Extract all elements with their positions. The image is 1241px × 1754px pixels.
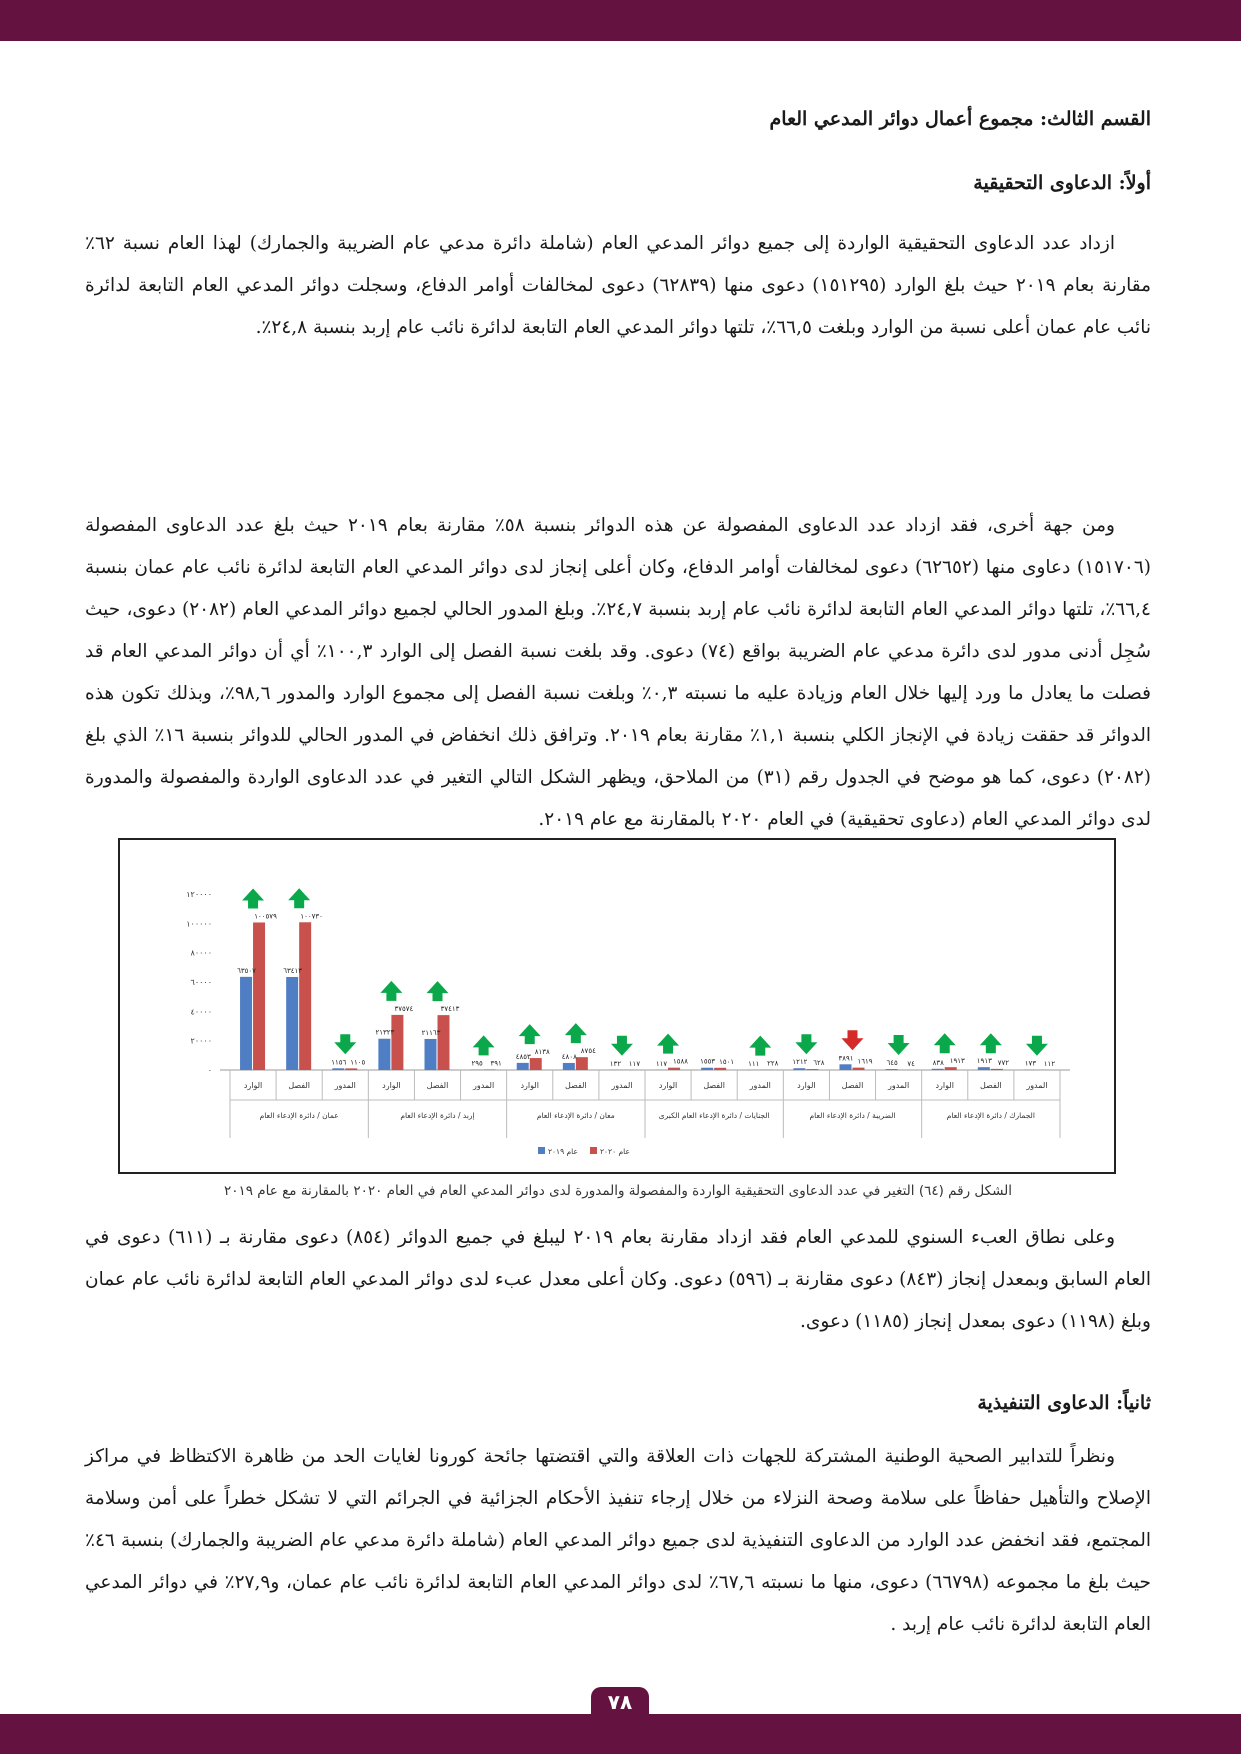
bar-2020 bbox=[576, 1057, 588, 1070]
bar-2020 bbox=[253, 922, 265, 1070]
heading-executive-cases: ثانياً: الدعاوى التنفيذية bbox=[977, 1392, 1151, 1414]
up-arrow-icon bbox=[749, 1036, 771, 1056]
up-arrow-icon bbox=[565, 1023, 587, 1043]
bar-2019 bbox=[978, 1067, 990, 1070]
chart-frame bbox=[118, 838, 1116, 1174]
data-label-2019: ١٢١٢ bbox=[792, 1058, 808, 1067]
group-label: معان / دائرة الإدعاء العام bbox=[536, 1111, 615, 1120]
up-arrow-icon bbox=[473, 1035, 495, 1055]
down-arrow-icon bbox=[795, 1034, 817, 1054]
bar-2019 bbox=[563, 1063, 575, 1070]
x-tick-label: المدور bbox=[611, 1081, 633, 1090]
data-label-2020: ٦٢٨ bbox=[813, 1059, 825, 1068]
bar-2020 bbox=[668, 1068, 680, 1070]
data-label-2019: ٦٤٥ bbox=[886, 1059, 898, 1068]
data-label-2020: ٨٧٥٤ bbox=[580, 1047, 596, 1056]
group-label: الجنايات / دائرة الإدعاء العام الكبرى bbox=[658, 1111, 770, 1120]
data-label-2020: ١٥٨٨ bbox=[673, 1057, 689, 1066]
data-label-2020: ١١٠٥ bbox=[350, 1058, 366, 1067]
up-arrow-icon bbox=[380, 981, 402, 1001]
bar-2020 bbox=[991, 1069, 1003, 1070]
up-arrow-icon bbox=[980, 1033, 1002, 1053]
bar-2020 bbox=[438, 1015, 450, 1070]
bar-2020 bbox=[484, 1069, 496, 1070]
data-label-2019: ١١١ bbox=[748, 1059, 760, 1068]
group-label: عمان / دائرة الإدعاء العام bbox=[259, 1111, 339, 1120]
x-tick-label: الفصل bbox=[426, 1081, 449, 1090]
x-tick-label: الفصل bbox=[564, 1081, 587, 1090]
x-tick-label: الوارد bbox=[382, 1081, 401, 1090]
paragraph-incoming: ازداد عدد الدعاوى التحقيقية الواردة إلى جميع دوائر المدعي العام (شاملة دائرة مدعي عام الضريبة والجمارك) لهذا العام نسبة ٦٢٪ مقارنة بعام ٢٠١٩ حيث بلغ الوارد (١٥١٢٩٥) دعوى منها (٦٢٨٣٩) دعوى لمخالفات أوامر الدفاع، وسجلت دوائر المدعي العام التابعة لدائرة نائب عام عمان أعلى نسبة من الوارد وبلغت ٦٦,٥٪، تلتها دوائر المدعي العام التابعة لدائرة نائب عام إربد بنسبة ٢٤,٨٪. bbox=[85, 233, 1151, 338]
data-label-2020: ٣٧٥٧٤ bbox=[394, 1004, 414, 1013]
figure-caption: الشكل رقم (٦٤) التغير في عدد الدعاوى التحقيقية الواردة والمفصولة والمدورة لدى دوائر المدعي العام في العام ٢٠٢٠ بالمقارنة مع عام ٢٠١٩ bbox=[223, 1183, 1013, 1199]
x-tick-label: الوارد bbox=[935, 1081, 954, 1090]
y-tick-label: ٠ bbox=[207, 1066, 212, 1075]
page-number: ٧٨ bbox=[591, 1687, 649, 1715]
legend-swatch-2020 bbox=[590, 1147, 597, 1154]
up-arrow-icon bbox=[288, 888, 310, 908]
data-label-2020: ٨١٣٨ bbox=[534, 1048, 550, 1057]
bar-2019 bbox=[517, 1063, 529, 1070]
x-tick-label: المدور bbox=[473, 1081, 495, 1090]
data-label-2019: ١١٥٦ bbox=[331, 1058, 347, 1067]
y-tick-label: ١٠٠٠٠٠ bbox=[186, 919, 212, 929]
down-arrow-icon bbox=[334, 1034, 356, 1054]
data-label-2020: ٣٧٤١٣ bbox=[440, 1005, 460, 1014]
paragraph-executive: ونظراً للتدابير الصحية الوطنية المشتركة للجهات ذات العلاقة والتي اقتضتها جائحة كورونا لغايات الحد من ظاهرة الاكتظاظ في مراكز الإصلاح والتأهيل حفاظاً على سلامة وصحة النزلاء من خلال إرجاء تنفيذ الأحكام الجزائية في الجرائم التي لا تشكل خطراً على أمن وسلامة المجتمع، فقد انخفض عدد الوارد من الدعاوى التنفيذية لدى جميع دوائر المدعي العام (شاملة دائرة مدعي عام الضريبة والجمارك) بنسبة ٤٦٪ حيث بلغ ما مجموعه (٦٦٧٩٨) دعوى، منها ما نسبته ٦٧,٦٪ لدى دوائر المدعي العام التابعة لدائرة نائب عام عمان، و٢٧,٩٪ في دوائر المدعي العام التابعة لدائرة نائب عام إربد . bbox=[85, 1446, 1151, 1635]
data-label-2020: ١٩١٣ bbox=[949, 1057, 965, 1066]
up-arrow-icon bbox=[427, 981, 449, 1001]
group-label: الضريبة / دائرة الإدعاء العام bbox=[809, 1111, 896, 1120]
bar-2019 bbox=[332, 1068, 344, 1070]
bar-2020 bbox=[345, 1068, 357, 1070]
data-label-2020: ٧٤ bbox=[907, 1059, 915, 1068]
bar-2019 bbox=[701, 1068, 713, 1070]
bar-2019 bbox=[886, 1069, 898, 1070]
data-label-2019: ١٧٣ bbox=[1024, 1059, 1037, 1068]
bar-2020 bbox=[530, 1058, 542, 1070]
legend-label-2020: عام ٢٠٢٠ bbox=[600, 1147, 630, 1156]
y-tick-label: ٦٠٠٠٠ bbox=[190, 978, 212, 987]
data-label-2019: ٤٨٥٣ bbox=[515, 1052, 531, 1061]
bar-2019 bbox=[286, 977, 298, 1070]
section-title: القسم الثالث: مجموع أعمال دوائر المدعي العام bbox=[769, 108, 1151, 130]
data-label-2019: ١٩١٣ bbox=[976, 1057, 992, 1066]
data-label-2019: ٢١١٦٣ bbox=[421, 1028, 441, 1037]
bottom-bar bbox=[0, 1714, 1241, 1754]
x-tick-label: الوارد bbox=[243, 1081, 263, 1090]
x-tick-label: الفصل bbox=[841, 1081, 864, 1090]
x-tick-label: المدور bbox=[1026, 1081, 1048, 1090]
up-arrow-icon bbox=[657, 1034, 679, 1054]
bar-2019 bbox=[378, 1039, 390, 1070]
data-label-2019: ١١٧ bbox=[655, 1059, 668, 1068]
legend-label-2019: عام ٢٠١٩ bbox=[548, 1147, 578, 1156]
bar-2019 bbox=[240, 977, 252, 1070]
y-tick-label: ٢٠٠٠٠ bbox=[190, 1036, 212, 1046]
y-tick-label: ٤٠٠٠٠ bbox=[190, 1007, 212, 1017]
bar-2019 bbox=[932, 1069, 944, 1070]
group-label: إربد / دائرة الإدعاء العام bbox=[400, 1111, 475, 1120]
bar-2020 bbox=[714, 1068, 726, 1070]
x-tick-label: الوارد bbox=[520, 1081, 539, 1090]
x-tick-label: المدور bbox=[888, 1081, 910, 1090]
data-label-2019: ٤٨٠٨ bbox=[561, 1052, 577, 1061]
y-tick-label: ٨٠٠٠٠ bbox=[190, 948, 212, 958]
up-arrow-icon bbox=[934, 1033, 956, 1053]
bar-2020 bbox=[853, 1068, 865, 1070]
up-arrow-icon bbox=[519, 1024, 541, 1044]
bar-chart bbox=[120, 840, 1114, 1172]
x-tick-label: الفصل bbox=[288, 1081, 311, 1090]
down-arrow-icon bbox=[888, 1035, 910, 1055]
data-label-2020: ١٠٠٧٣٠ bbox=[300, 912, 323, 921]
bar-2019 bbox=[425, 1039, 437, 1070]
bar-2020 bbox=[945, 1067, 957, 1070]
down-arrow-icon bbox=[1026, 1036, 1048, 1056]
data-label-2019: ٢١٣٢٣ bbox=[375, 1028, 395, 1037]
up-arrow-icon bbox=[242, 888, 264, 908]
data-label-2019: ١٣٢ bbox=[609, 1059, 622, 1068]
data-label-2020: ١١٧ bbox=[628, 1059, 641, 1068]
data-label-2020: ١١٢ bbox=[1043, 1059, 1056, 1068]
data-label-2019: ٦٣٤١٣ bbox=[283, 966, 303, 975]
group-label: الجمارك / دائرة الإدعاء العام bbox=[946, 1111, 1035, 1120]
data-label-2020: ١٦١٩ bbox=[857, 1057, 873, 1066]
bar-2020 bbox=[806, 1069, 818, 1070]
down-arrow-icon bbox=[611, 1036, 633, 1056]
x-tick-label: الوارد bbox=[658, 1081, 678, 1090]
data-label-2020: ١٥٠١ bbox=[719, 1057, 735, 1066]
x-tick-label: المدور bbox=[749, 1081, 771, 1090]
x-tick-label: الوارد bbox=[797, 1081, 816, 1090]
bar-2019 bbox=[840, 1064, 852, 1070]
x-tick-label: المدور bbox=[334, 1081, 356, 1090]
paragraph-annual-load: وعلى نطاق العبء السنوي للمدعي العام فقد ازداد مقارنة بعام ٢٠١٩ ليبلغ في جميع الدوائر (٨٥٤) دعوى مقارنة بـ (٦١١) دعوى في العام السابق وبمعدل إنجاز (٨٤٣) دعوى مقارنة بـ (٥٩٦) دعوى. وكان أعلى معدل عبء لدى دوائر المدعي العام التابعة لدائرة نائب عام عمان وبلغ (١١٩٨) دعوى بمعدل إنجاز (١١٨٥) دعوى. bbox=[85, 1227, 1151, 1332]
data-label-2019: ٢٩٥ bbox=[471, 1059, 483, 1068]
down-arrow-icon bbox=[842, 1030, 864, 1050]
x-tick-label: الفصل bbox=[979, 1081, 1002, 1090]
data-label-2019: ١٥٥٣ bbox=[700, 1057, 716, 1066]
data-label-2019: ٨٣٨ bbox=[932, 1058, 944, 1067]
data-label-2020: ١٠٠٥٧٩ bbox=[254, 912, 277, 921]
data-label-2019: ٦٣٥٠٧ bbox=[237, 966, 256, 975]
data-label-2020: ٧٧٢ bbox=[997, 1058, 1009, 1067]
y-tick-label: ١٢٠٠٠٠ bbox=[186, 890, 212, 899]
bar-2020 bbox=[299, 922, 311, 1070]
data-label-2020: ٢٢٨ bbox=[767, 1059, 779, 1068]
legend-swatch-2019 bbox=[538, 1147, 545, 1154]
heading-investigative-cases: أولاً: الدعاوى التحقيقية bbox=[973, 172, 1151, 194]
data-label-2020: ٣٩١ bbox=[490, 1059, 502, 1068]
paragraph-resolved: ومن جهة أخرى، فقد ازداد عدد الدعاوى المفصولة عن هذه الدوائر بنسبة ٥٨٪ مقارنة بعام ٢٠١٩ حيث بلغ عدد الدعاوى المفصولة (١٥١٧٠٦) دعاوى منها (٦٢٦٥٢) دعوى لمخالفات أوامر الدفاع، وكان أعلى إنجاز لدى دوائر المدعي العام التابعة لدائرة نائب عام عمان بنسبة ٦٦,٤٪، تلتها دوائر المدعي العام التابعة لدائرة نائب عام إربد بنسبة ٢٤,٧٪. وبلغ المدور الحالي لجميع دوائر المدعي العام (٢٠٨٢) دعوى، حيث سُجِل أدنى مدور لدى دائرة مدعي عام الضريبة بواقع (٧٤) دعوى. وقد بلغت نسبة الفصل إلى الوارد ١٠٠,٣٪ أي أن دوائر المدعي العام قد فصلت ما يعادل ما ورد إليها خلال العام وزيادة عليه ما نسبته ٠,٣٪ وبلغت نسبة الفصل إلى مجموع الوارد والمدور ٩٨,٦٪، وبذلك تكون هذه الدوائر قد حققت زيادة في الإنجاز الكلي بنسبة ١,١٪ مقارنة بعام ٢٠١٩. وترافق ذلك انخفاض في المدور الحالي للدوائر بنسبة ١٦٪ الذي بلغ (٢٠٨٢) دعوى، كما هو موضح في الجدول رقم (٣١) من الملاحق، ويظهر الشكل التالي التغير في عدد الدعاوى الواردة والمفصولة والمدورة لدى دوائر المدعي العام (دعاوى تحقيقية) في العام ٢٠٢٠ بالمقارنة مع عام ٢٠١٩. bbox=[85, 515, 1151, 830]
top-bar bbox=[0, 0, 1241, 41]
data-label-2019: ٣٨٩١ bbox=[838, 1054, 854, 1063]
x-tick-label: الفصل bbox=[703, 1081, 726, 1090]
bar-2019 bbox=[793, 1068, 805, 1070]
bar-2020 bbox=[391, 1015, 403, 1070]
